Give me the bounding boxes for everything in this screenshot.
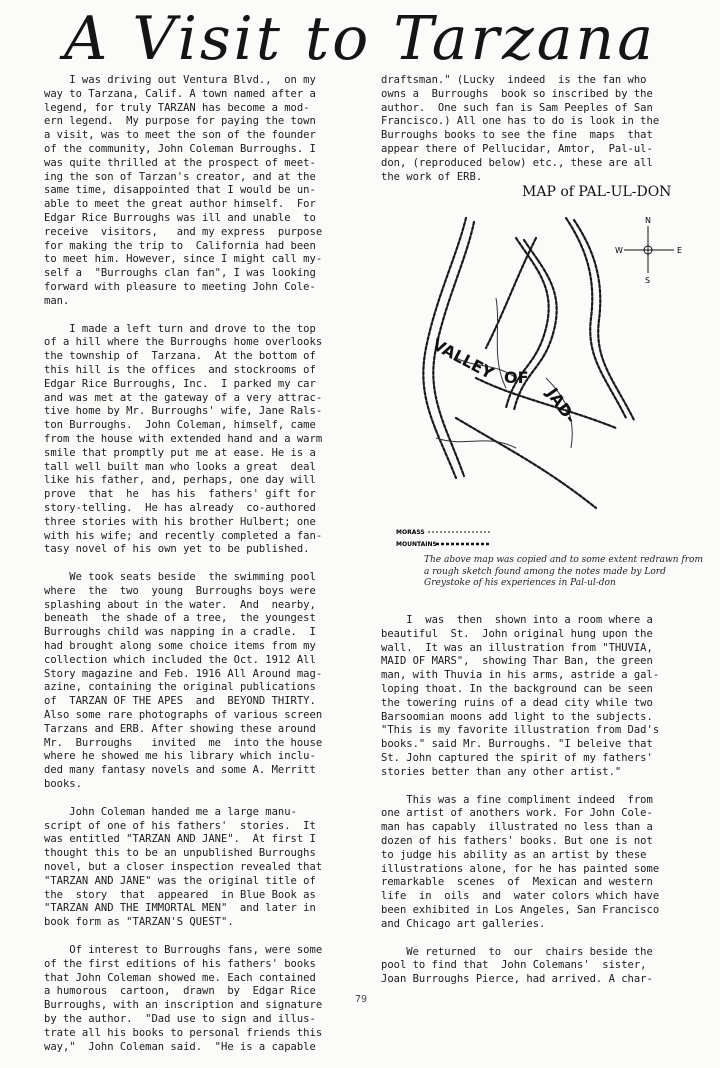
compass-icon bbox=[624, 226, 674, 273]
paragraph: I was driving out Ventura Blvd., on my way to Tarzana, Calif. A town named after a legend, for truly TARZAN has become a mod- ern legend. My purpose for paying the town a visit, was to meet the son of the founder of the community, John Coleman Burroughs. I was quite thrilled at the prospect of meet- ing the son of Tarzan's creator, and at the same time, disappointed that I would be un- able to meet the great author himself. For Edgar Rice Burroughs was ill and unable to receive visitors, and my express purpose for making the trip to California had been to meet him. However, since I might call my- self a "Burroughs clan fan", I was looking forward with pleasure to meeting John Cole- man. bbox=[44, 74, 323, 307]
legend-mountains: MOUNTAINS bbox=[396, 541, 437, 548]
paragraph: draftsman." (Lucky indeed is the fan who owns a Burroughs book so inscribed by the author. One such fan is Sam Peeples of San Francisco.) All one has to do is look in the Burroughs books to see the fine maps that appear there of Pellucidar, Amtor, Pal-ul- don, (reproduced below) etc., these are all the work of ERB. bbox=[381, 74, 660, 183]
right-column-bottom bbox=[381, 614, 711, 1001]
left-column bbox=[44, 74, 366, 1068]
paragraph: I was then shown into a room where a beautiful St. John original hung upon the wall. It was an illustration from "THUVIA, MAID OF MARS", showing Thar Ban, the green man, with Thuvia in his arms, astride a gal- loping thoat. In the background can be seen the towering ruins of a dead city while two Barsoomian moons add light to the subjects. "This is my favorite illustration from Dad's books." said Mr. Burroughs. "I beleive that St. John captured the spirit of my fathers' stories better than any other artist." bbox=[381, 614, 660, 778]
label-of: OF bbox=[504, 368, 529, 387]
legend-morass: MORASS bbox=[396, 529, 425, 536]
map-caption: The above map was copied and to some extent redrawn from a rough sketch found among the notes made by Lord Greystoke of his experiences in Pal-ul-don bbox=[424, 555, 703, 588]
paragraph: We took seats beside the swimming pool where the two young Burroughs boys were splashing about in the water. And nearby, beneath the shade of a tree, the youngest Burroughs child was napping in a cradle. I had brought along some choice items from my collection which included the Oct. 1912 All Story magazine and Feb. 1916 All Around mag- azine, containing the original publications of TARZAN OF THE APES and BEYOND THIRTY. Also some rare photographs of various screen Tarzans and ERB. After showing these around Mr. Burroughs invited me into the house where he showed me his library which inclu- ded many fantasy novels and some A. Merritt books. bbox=[44, 571, 323, 791]
compass-e: E bbox=[677, 246, 683, 255]
label-valley: VALLEY bbox=[429, 334, 497, 383]
article-title: A Visit to Tarzana bbox=[64, 4, 656, 74]
label-jad: JAD- bbox=[542, 384, 581, 427]
paragraph: Of interest to Burroughs fans, were some of the first editions of his fathers' books that John Coleman showed me. Each contained a humorous cartoon, drawn by Edgar Rice Burroughs, with an inscription and signature by the author. "Dad use to sign and illus- trate all his books to personal friends this way," John Coleman said. "He is a capable bbox=[44, 944, 323, 1053]
map-text-labels bbox=[429, 335, 580, 427]
paragraph: John Coleman handed me a large manu- script of one of his fathers' stories. It was entitled "TARZAN AND JANE". At first I thought this to be an unpublished Burroughs novel, but a closer inspection revealed that "TARZAN AND JANE" was the original title of the story that appeared in Blue Book as "TARZAN AND THE IMMORTAL MEN" and later in book form as "TARZAN'S QUEST". bbox=[44, 805, 323, 929]
map-title: MAP of PAL-UL-DON bbox=[522, 184, 672, 200]
compass-n: N bbox=[645, 216, 651, 225]
paragraph: I made a left turn and drove to the top of a hill where the Burroughs home overlooks the township of Tarzana. At the bottom of this hill is the offices and stockrooms of Edgar Rice Burroughs, Inc. I parked my car and was met at the gateway of a very attrac- tive home by Mr. Burroughs' wife, Jane Rals- ton Burroughs. John Coleman, himself, came from the house with extended hand and a warm smile that promptly put me at ease. He is a tall well built man who looks a great deal like his father, and, perhaps, one day will prove that he has his fathers' gift for story-telling. He has already co-authored three stories with his brother Hulbert; one with his wife; and recently completed a fan- tasy novel of his own yet to be published. bbox=[44, 322, 323, 556]
map-illustration bbox=[396, 178, 688, 553]
compass-w: W bbox=[615, 246, 623, 255]
map-legend bbox=[396, 529, 491, 548]
paragraph: We returned to our chairs beside the pool to find that John Colemans' sister, Joan Burroughs Pierce, had arrived. A char- bbox=[381, 945, 653, 986]
compass-s: S bbox=[645, 276, 651, 285]
paragraph: This was a fine compliment indeed from one artist of anothers work. For John Cole- man has capably illustrated no less than a dozen of his fathers' books. But one is not to judge his ability as an artist by these illustrations alone, for he has painted some remarkable scenes of Mexican and western life in oils and water colors which have been exhibited in Los Angeles, San Francisco and Chicago art galleries. bbox=[381, 793, 660, 930]
pal-ul-don-map bbox=[396, 178, 688, 553]
page-number: 79 bbox=[355, 994, 368, 1005]
